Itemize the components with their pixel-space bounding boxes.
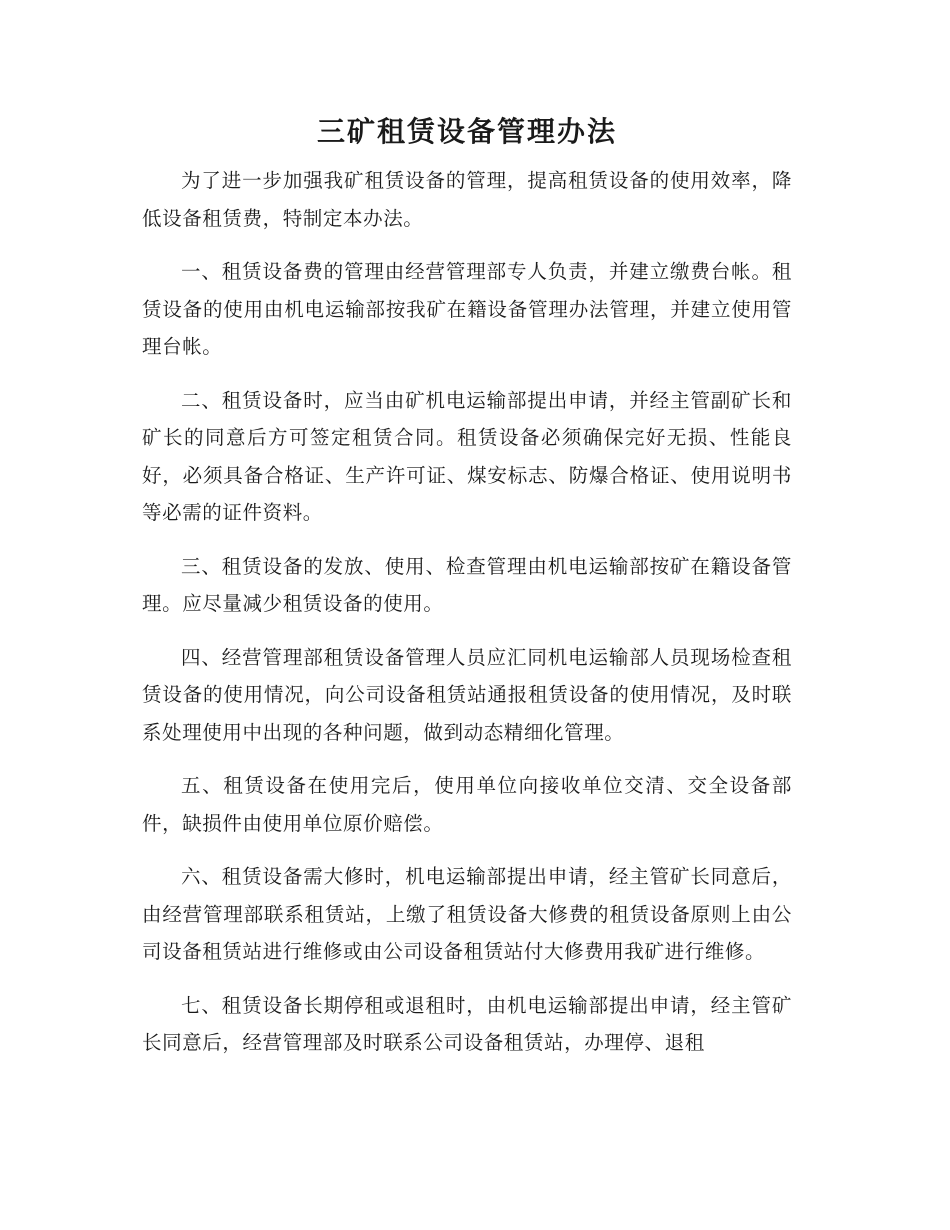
paragraph-2: 二、租赁设备时，应当由矿机电运输部提出申请，并经主管副矿长和矿长的同意后方可签定租赁合同。租赁设备必须确保完好无损、性能良好，必须具备合格证、生产许可证、煤安标志、防爆合格证、使用说明书等必需的证件资料。: [142, 388, 792, 524]
document-title: 三矿租赁设备管理办法: [316, 115, 617, 148]
paragraph-3: 三、租赁设备的发放、使用、检查管理由机电运输部按矿在籍设备管理。应尽量减少租赁设备的使用。: [142, 554, 792, 615]
paragraph-6: 六、租赁设备需大修时，机电运输部提出申请，经主管矿长同意后，由经营管理部联系租赁站，上缴了租赁设备大修费的租赁设备原则上由公司设备租赁站进行维修或由公司设备租赁站付大修费用我矿进行维修。: [142, 865, 792, 963]
paragraph-5: 五、租赁设备在使用完后，使用单位向接收单位交清、交全设备部件，缺损件由使用单位原价赔偿。: [142, 774, 792, 835]
paragraph-intro: 为了进一步加强我矿租赁设备的管理，提高租赁设备的使用效率，降低设备租赁费，特制定本办法。: [142, 169, 792, 230]
document-page: [142, 112, 792, 1078]
paragraph-7: 七、租赁设备长期停租或退租时，由机电运输部提出申请，经主管矿长同意后，经营管理部及时联系公司设备租赁站，办理停、退租: [142, 993, 792, 1054]
paragraph-1: 一、租赁设备费的管理由经营管理部专人负责，并建立缴费台帐。租赁设备的使用由机电运输部按我矿在籍设备管理办法管理，并建立使用管理台帐。: [142, 260, 792, 358]
paragraph-4: 四、经营管理部租赁设备管理人员应汇同机电运输部人员现场检查租赁设备的使用情况，向公司设备租赁站通报租赁设备的使用情况，及时联系处理使用中出现的各种问题，做到动态精细化管理。: [142, 645, 792, 744]
